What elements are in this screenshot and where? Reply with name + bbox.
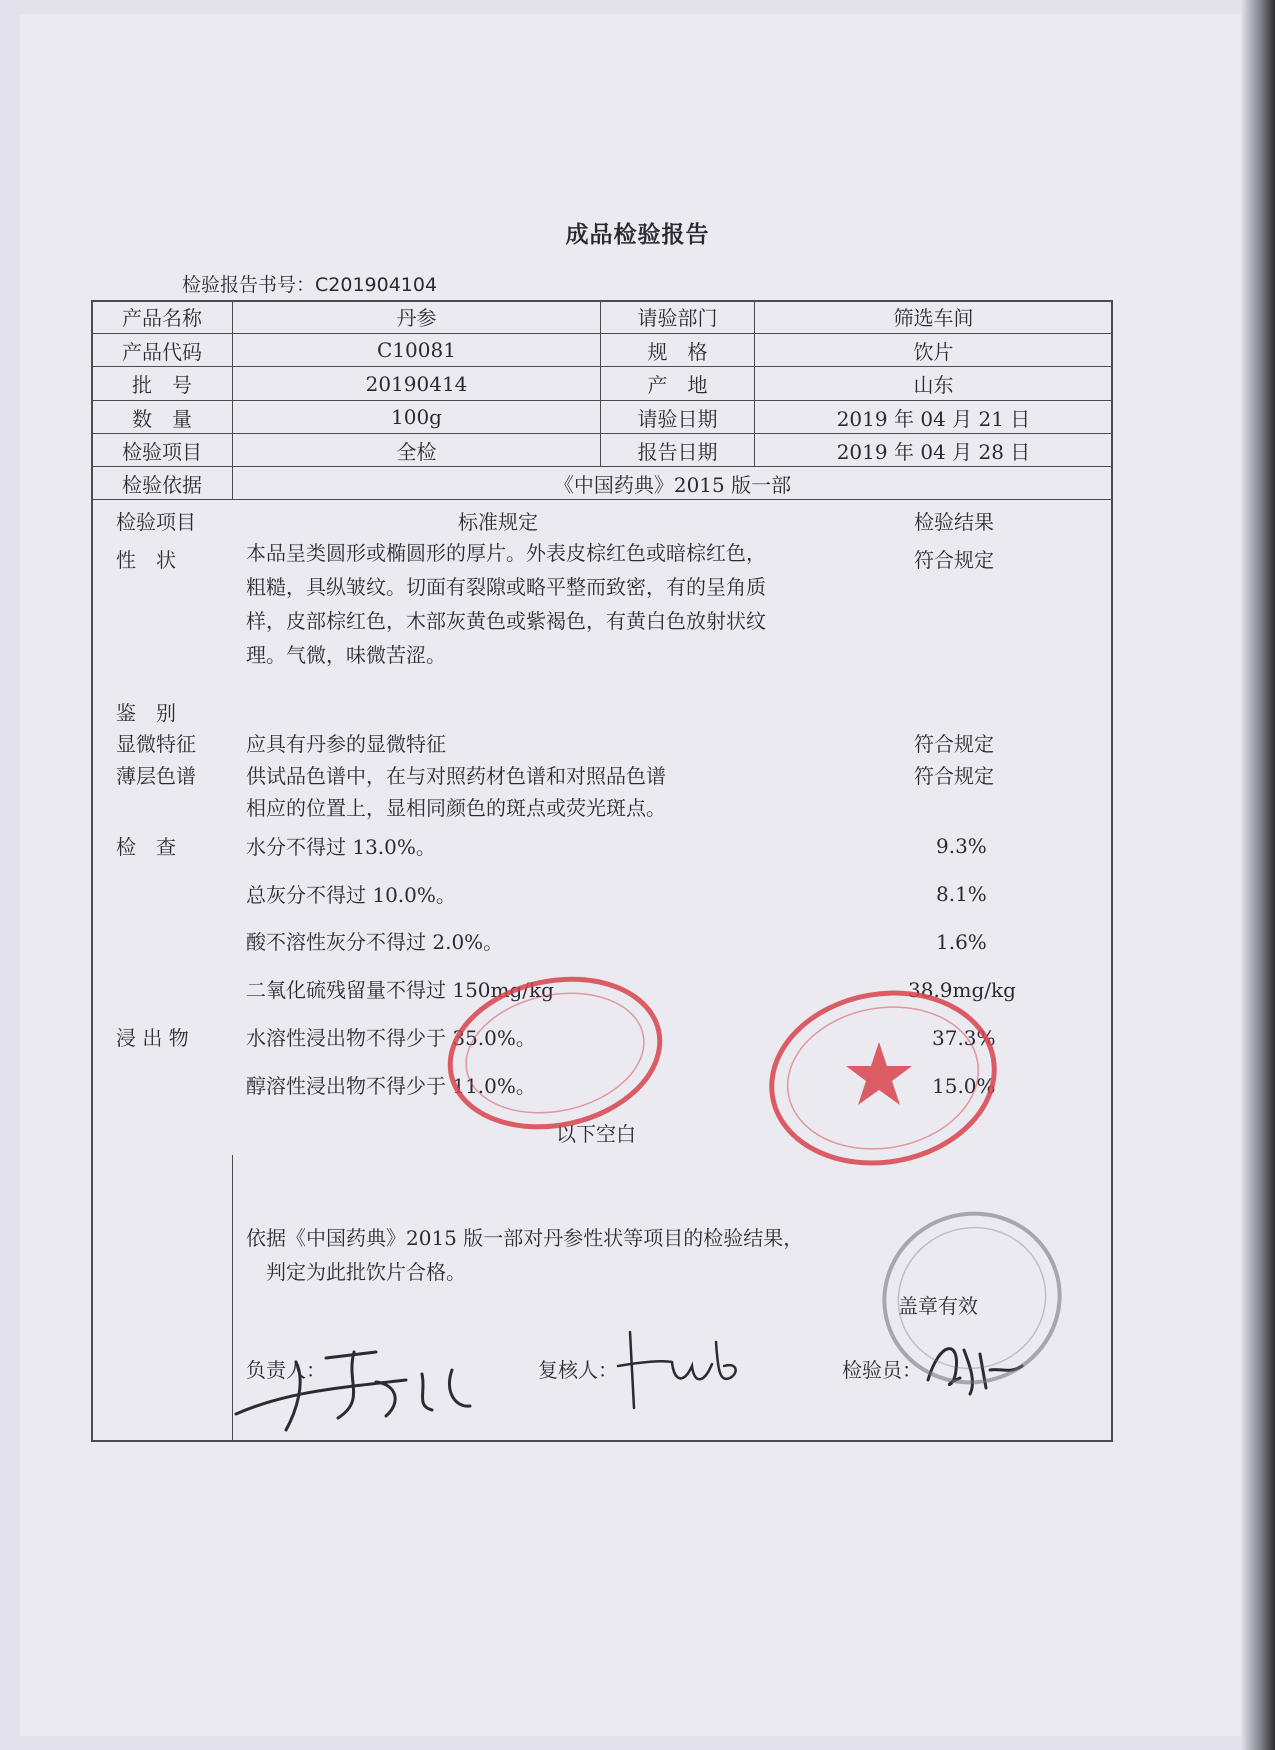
product-code-label: 产品代码 bbox=[122, 339, 202, 364]
so2-result: 38.9mg/kg bbox=[908, 978, 1016, 1002]
tlc-label: 薄层色谱 bbox=[116, 764, 196, 788]
spec-value: 饮片 bbox=[913, 339, 954, 364]
spec-label: 规 格 bbox=[647, 339, 708, 364]
quantity-label: 数 量 bbox=[132, 406, 192, 431]
document-title: 成品检验报告 bbox=[565, 221, 710, 248]
report-number: 检验报告书号：C201904104 bbox=[182, 274, 438, 296]
microscopy-result: 符合规定 bbox=[914, 732, 994, 756]
tlc-standard-line-2: 相应的位置上，显相同颜色的斑点或荧光斑点。 bbox=[246, 796, 666, 820]
seal-valid-note: 盖章有效 bbox=[898, 1294, 978, 1318]
dept-value: 筛选车间 bbox=[893, 306, 974, 330]
extract-label: 浸 出 物 bbox=[116, 1026, 189, 1050]
responsible-label: 负责人： bbox=[246, 1358, 326, 1382]
batch-label: 批 号 bbox=[132, 373, 192, 397]
company-stamp bbox=[758, 978, 1008, 1178]
reviewer-label: 复核人： bbox=[538, 1358, 618, 1382]
request-date-label: 请验日期 bbox=[637, 406, 718, 431]
reviewer-signature bbox=[612, 1322, 752, 1412]
batch-value: 20190414 bbox=[365, 371, 468, 396]
character-label: 性 状 bbox=[116, 548, 176, 572]
water-result: 9.3% bbox=[936, 834, 987, 858]
column-header-result: 检验结果 bbox=[914, 510, 994, 534]
inspection-item-value: 全检 bbox=[396, 439, 437, 464]
water-standard: 水分不得过 13.0%。 bbox=[246, 835, 436, 859]
row-divider bbox=[92, 499, 1112, 500]
product-name-label: 产品名称 bbox=[122, 306, 202, 330]
so2-standard: 二氧化硫残留量不得过 150mg/kg bbox=[246, 978, 554, 1002]
dept-label: 请验部门 bbox=[637, 306, 718, 330]
microscopy-standard: 应具有丹参的显微特征 bbox=[246, 732, 446, 756]
blank-below-note: 以下空白 bbox=[556, 1122, 636, 1146]
origin-value: 山东 bbox=[913, 373, 954, 397]
alcohol-extract-result: 15.0% bbox=[932, 1074, 996, 1098]
alcohol-extract-standard: 醇溶性浸出物不得少于 11.0%。 bbox=[246, 1074, 536, 1098]
water-extract-result: 37.3% bbox=[932, 1026, 996, 1050]
character-standard: 本品呈类圆形或椭圆形的厚片。外表皮棕红色或暗棕红色，粗糙，具纵皱纹。切面有裂隙或略平整而致密，有的呈角质样，皮部棕红色，木部灰黄色或紫褐色，有黄白色放射状纹理。气微，味微苦涩。 bbox=[246, 541, 766, 667]
quantity-value: 100g bbox=[391, 405, 442, 429]
microscopy-label: 显微特征 bbox=[116, 732, 196, 756]
inspection-item-label: 检验项目 bbox=[122, 439, 202, 464]
water-extract-standard: 水溶性浸出物不得少于 35.0%。 bbox=[246, 1026, 536, 1050]
origin-label: 产 地 bbox=[647, 373, 708, 397]
character-result: 符合规定 bbox=[914, 548, 994, 572]
conclusion-line-2: 判定为此批饮片合格。 bbox=[266, 1260, 466, 1284]
tlc-result: 符合规定 bbox=[914, 764, 994, 788]
total-ash-standard: 总灰分不得过 10.0%。 bbox=[246, 883, 456, 907]
basis-value: 《中国药典》2015 版一部 bbox=[553, 472, 792, 497]
check-label: 检 查 bbox=[116, 835, 176, 859]
report-date-value: 2019 年 04 月 28 日 bbox=[836, 439, 1031, 464]
acid-ash-result: 1.6% bbox=[936, 930, 987, 954]
total-ash-result: 8.1% bbox=[936, 882, 987, 906]
report-date-label: 报告日期 bbox=[637, 439, 718, 464]
quality-stamp-left bbox=[440, 968, 670, 1138]
column-header-item: 检验项目 bbox=[116, 510, 196, 534]
column-header-standard: 标准规定 bbox=[458, 510, 538, 534]
conclusion-line-1: 依据《中国药典》2015 版一部对丹参性状等项目的检验结果， bbox=[246, 1226, 804, 1250]
tlc-standard-line-1: 供试品色谱中，在与对照药材色谱和对照品色谱 bbox=[246, 764, 666, 788]
product-name-value: 丹参 bbox=[396, 306, 437, 330]
inspector-stamp bbox=[872, 1202, 1072, 1392]
responsible-signature bbox=[226, 1322, 486, 1442]
inspector-label: 检验员： bbox=[842, 1358, 922, 1382]
acid-ash-standard: 酸不溶性灰分不得过 2.0%。 bbox=[246, 930, 504, 954]
scan-edge-shadow bbox=[1241, 0, 1275, 1750]
identification-label: 鉴 别 bbox=[116, 701, 176, 725]
product-code-value: C10081 bbox=[377, 338, 456, 362]
basis-label: 检验依据 bbox=[122, 472, 202, 497]
request-date-value: 2019 年 04 月 21 日 bbox=[836, 406, 1031, 431]
